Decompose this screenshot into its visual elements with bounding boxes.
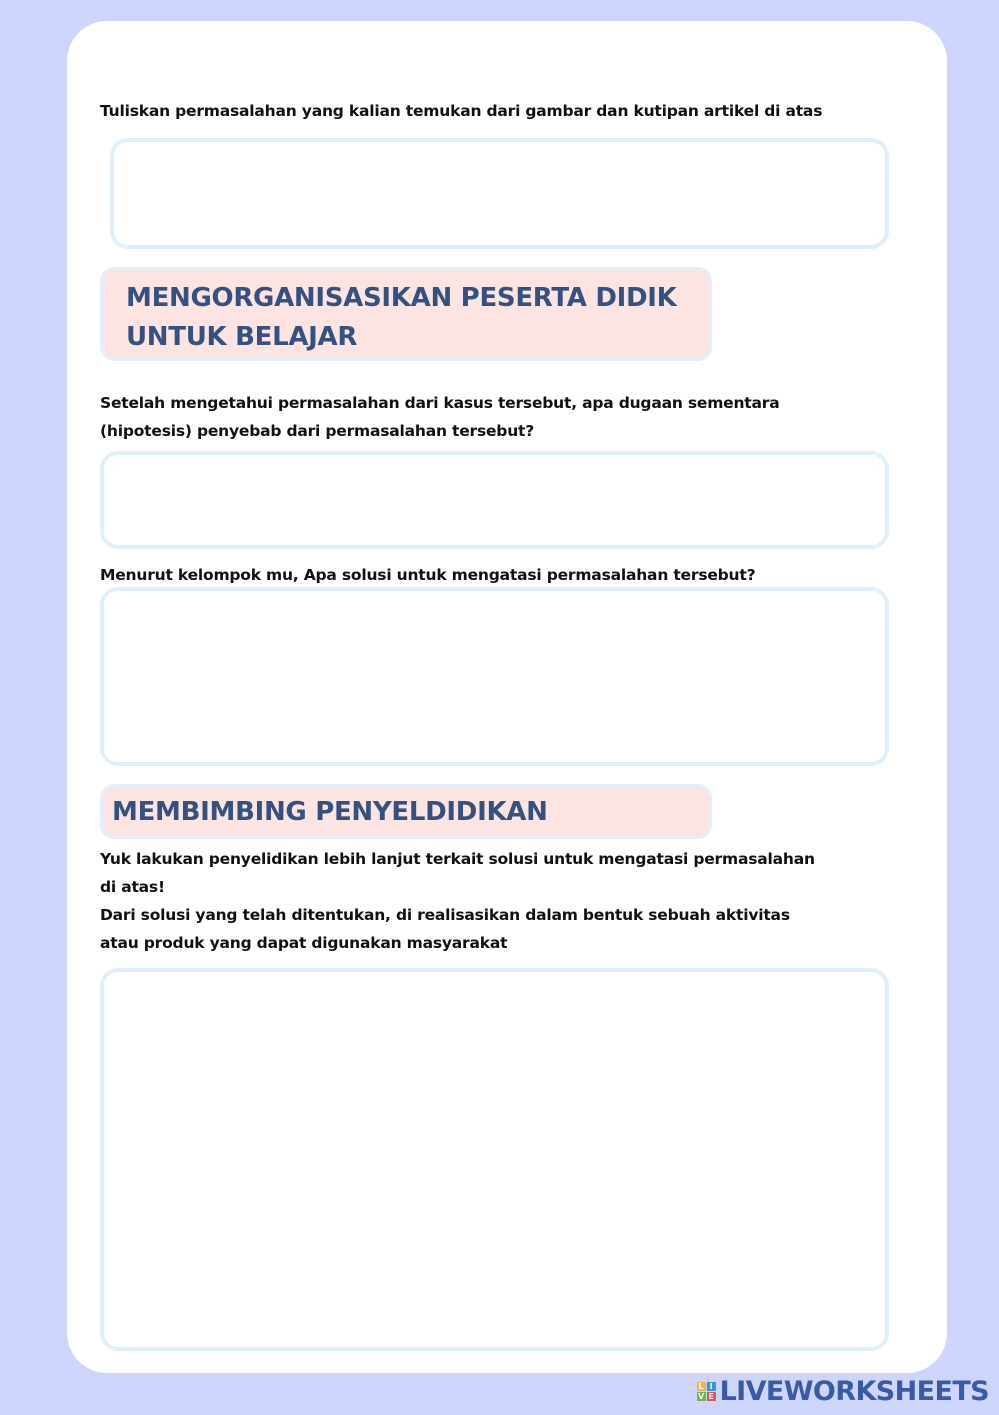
hypothesis-prompt: Setelah mengetahui permasalahan dari kasus tersebut, apa dugaan sementara (hipotesis) penyebab dari permasalahan tersebut? [100, 394, 780, 440]
investigation-prompt: Yuk lakukan penyelidikan lebih lanjut terkait solusi untuk mengatasi permasalahan di atas! Dari solusi yang telah ditentukan, di realisasikan dalam bentuk sebuah aktivitas atau produk yang dapat digunakan masyarakat [100, 850, 815, 952]
solution-prompt: Menurut kelompok mu, Apa solusi untuk mengatasi permasalahan tersebut? [100, 566, 756, 584]
logo-tile-i: I [707, 1382, 716, 1391]
liveworksheets-brand[interactable] [697, 1374, 989, 1408]
organize-section-heading [100, 267, 712, 361]
brand-name: LIVEWORKSHEETS [719, 1375, 989, 1407]
logo-tile-e: E [708, 1391, 714, 1401]
problem-prompt: Tuliskan permasalahan yang kalian temukan dari gambar dan kutipan artikel di atas [100, 102, 823, 120]
organize-heading-line2: UNTUK BELAJAR [126, 322, 358, 352]
liveworksheets-logo-icon [697, 1382, 716, 1401]
investigation-answer-box[interactable] [100, 968, 889, 1351]
logo-tile-v: V [697, 1391, 705, 1401]
problem-answer-box[interactable] [110, 138, 889, 249]
investigate-heading: MEMBIMBING PENYELDIDIKAN [112, 797, 548, 827]
investigate-section-heading [100, 784, 712, 839]
logo-tile-l: L [698, 1381, 704, 1391]
solution-answer-box[interactable] [100, 587, 889, 766]
hypothesis-answer-box[interactable] [100, 451, 889, 549]
organize-heading-line1: MENGORGANISASIKAN PESERTA DIDIK [126, 283, 677, 313]
